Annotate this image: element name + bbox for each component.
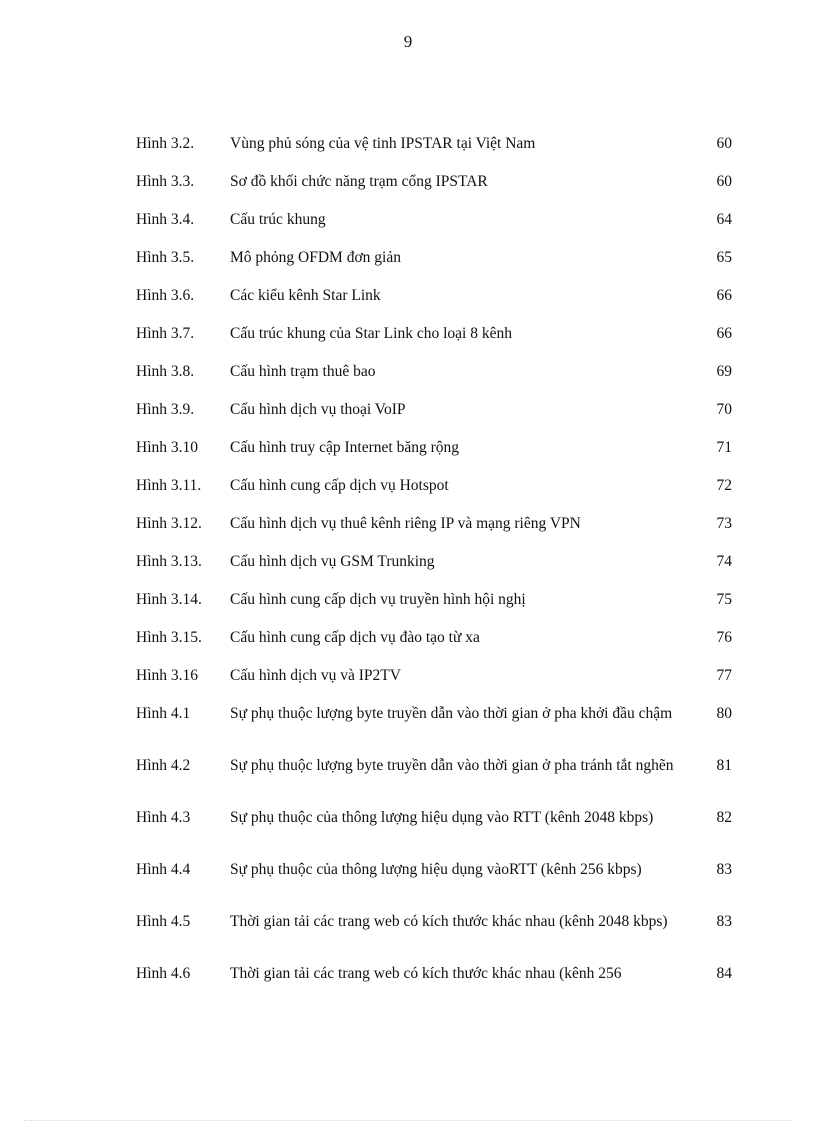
figure-entry: [136, 473, 732, 511]
figure-entry: [136, 805, 732, 857]
figure-entry: [136, 587, 732, 625]
figure-page-number: 77: [716, 667, 732, 684]
figure-page-number: 75: [716, 591, 732, 608]
figure-page-number: 64: [716, 211, 732, 228]
figure-label: Hình 3.2.: [136, 135, 195, 152]
figure-title: Cấu hình cung cấp dịch vụ truyền hình hội nghị: [230, 591, 526, 608]
figure-label: Hình 3.11.: [136, 477, 202, 494]
figure-page-number: 60: [716, 173, 732, 190]
figure-title: Sự phụ thuộc lượng byte truyền dẫn vào thời gian ở pha tránh tắt nghẽn: [230, 757, 674, 774]
figure-page-number: 82: [716, 809, 732, 826]
figure-title: Cấu hình truy cập Internet băng rộng: [230, 439, 459, 456]
figure-title: Cấu hình dịch vụ GSM Trunking: [230, 553, 435, 570]
figure-entry: [136, 359, 732, 397]
figure-entry: [136, 549, 732, 587]
figure-label: Hình 4.6: [136, 965, 191, 982]
figure-page-number: 72: [716, 477, 732, 494]
figure-title: Các kiểu kênh Star Link: [230, 287, 381, 304]
figure-entry: [136, 169, 732, 207]
figure-entry: [136, 701, 732, 753]
figure-label: Hình 3.9.: [136, 401, 195, 418]
figure-page-number: 70: [716, 401, 732, 418]
figure-label: Hình 3.7.: [136, 325, 195, 342]
figure-label: Hình 4.3: [136, 809, 191, 826]
figure-page-number: 83: [716, 913, 732, 930]
figure-label: Hình 3.8.: [136, 363, 195, 380]
figure-title: Vùng phủ sóng của vệ tinh IPSTAR tại Việt Nam: [230, 135, 536, 152]
figure-title: Cấu hình dịch vụ thoại VoIP: [230, 401, 406, 418]
figure-entry: [136, 663, 732, 701]
figure-entry: [136, 435, 732, 473]
figure-label: Hình 3.15.: [136, 629, 202, 646]
figure-page-number: 81: [716, 757, 732, 774]
figure-entry: [136, 961, 732, 987]
figure-label: Hình 3.16: [136, 667, 198, 684]
figure-page-number: 65: [716, 249, 732, 266]
figure-title: Cấu hình dịch vụ và IP2TV: [230, 667, 401, 684]
figure-page-number: 60: [716, 135, 732, 152]
figure-title: Cấu hình cung cấp dịch vụ đào tạo từ xa: [230, 629, 480, 646]
figure-entry: [136, 857, 732, 909]
figure-entry: [136, 245, 732, 283]
figure-page-number: 69: [716, 363, 732, 380]
figure-label: Hình 4.1: [136, 705, 191, 722]
page-bottom-divider: [24, 1120, 792, 1121]
figure-label: Hình 4.4: [136, 861, 191, 878]
figure-title: Thời gian tải các trang web có kích thước khác nhau (kênh 2048 kbps): [230, 913, 668, 930]
figure-title: Thời gian tải các trang web có kích thước khác nhau (kênh 256: [230, 965, 622, 982]
page-number: 9: [403, 32, 413, 51]
figure-entry: [136, 909, 732, 961]
figure-title: Cấu hình cung cấp dịch vụ Hotspot: [230, 477, 449, 494]
figure-entry: [136, 321, 732, 359]
figure-page-number: 71: [716, 439, 732, 456]
figure-title: Sự phụ thuộc lượng byte truyền dẫn vào thời gian ở pha khởi đầu chậm: [230, 705, 673, 722]
figure-label: Hình 4.2: [136, 757, 191, 774]
list-of-figures: [136, 131, 732, 987]
figure-label: Hình 3.12.: [136, 515, 202, 532]
figure-page-number: 80: [716, 705, 732, 722]
figure-page-number: 76: [716, 629, 732, 646]
figure-label: Hình 3.4.: [136, 211, 195, 228]
figure-entry: [136, 283, 732, 321]
figure-page-number: 74: [716, 553, 732, 570]
figure-label: Hình 3.13.: [136, 553, 202, 570]
figure-label: Hình 3.5.: [136, 249, 195, 266]
figure-entry: [136, 131, 732, 169]
figure-label: Hình 4.5: [136, 913, 191, 930]
figure-page-number: 73: [716, 515, 732, 532]
figure-label: Hình 3.6.: [136, 287, 195, 304]
figure-page-number: 83: [716, 861, 732, 878]
figure-title: Mô phỏng OFDM đơn giản: [230, 249, 401, 266]
figure-entry: [136, 397, 732, 435]
figure-label: Hình 3.10: [136, 439, 198, 456]
figure-title: Sự phụ thuộc của thông lượng hiệu dụng vàoRTT (kênh 256 kbps): [230, 861, 642, 878]
figure-page-number: 84: [716, 965, 732, 982]
figure-entry: [136, 207, 732, 245]
figure-page-number: 66: [716, 287, 732, 304]
figure-label: Hình 3.3.: [136, 173, 195, 190]
figure-page-number: 66: [716, 325, 732, 342]
figure-title: Cấu hình trạm thuê bao: [230, 363, 376, 380]
figure-entry: [136, 753, 732, 805]
figure-title: Sự phụ thuộc của thông lượng hiệu dụng vào RTT (kênh 2048 kbps): [230, 809, 654, 826]
figure-entry: [136, 511, 732, 549]
figure-title: Cấu hình dịch vụ thuê kênh riêng IP và mạng riêng VPN: [230, 515, 581, 532]
figure-entry: [136, 625, 732, 663]
figure-title: Cấu trúc khung: [230, 211, 326, 228]
figure-label: Hình 3.14.: [136, 591, 202, 608]
figure-title: Cấu trúc khung của Star Link cho loại 8 kênh: [230, 325, 512, 342]
figure-title: Sơ đồ khối chức năng trạm cổng IPSTAR: [230, 173, 488, 190]
